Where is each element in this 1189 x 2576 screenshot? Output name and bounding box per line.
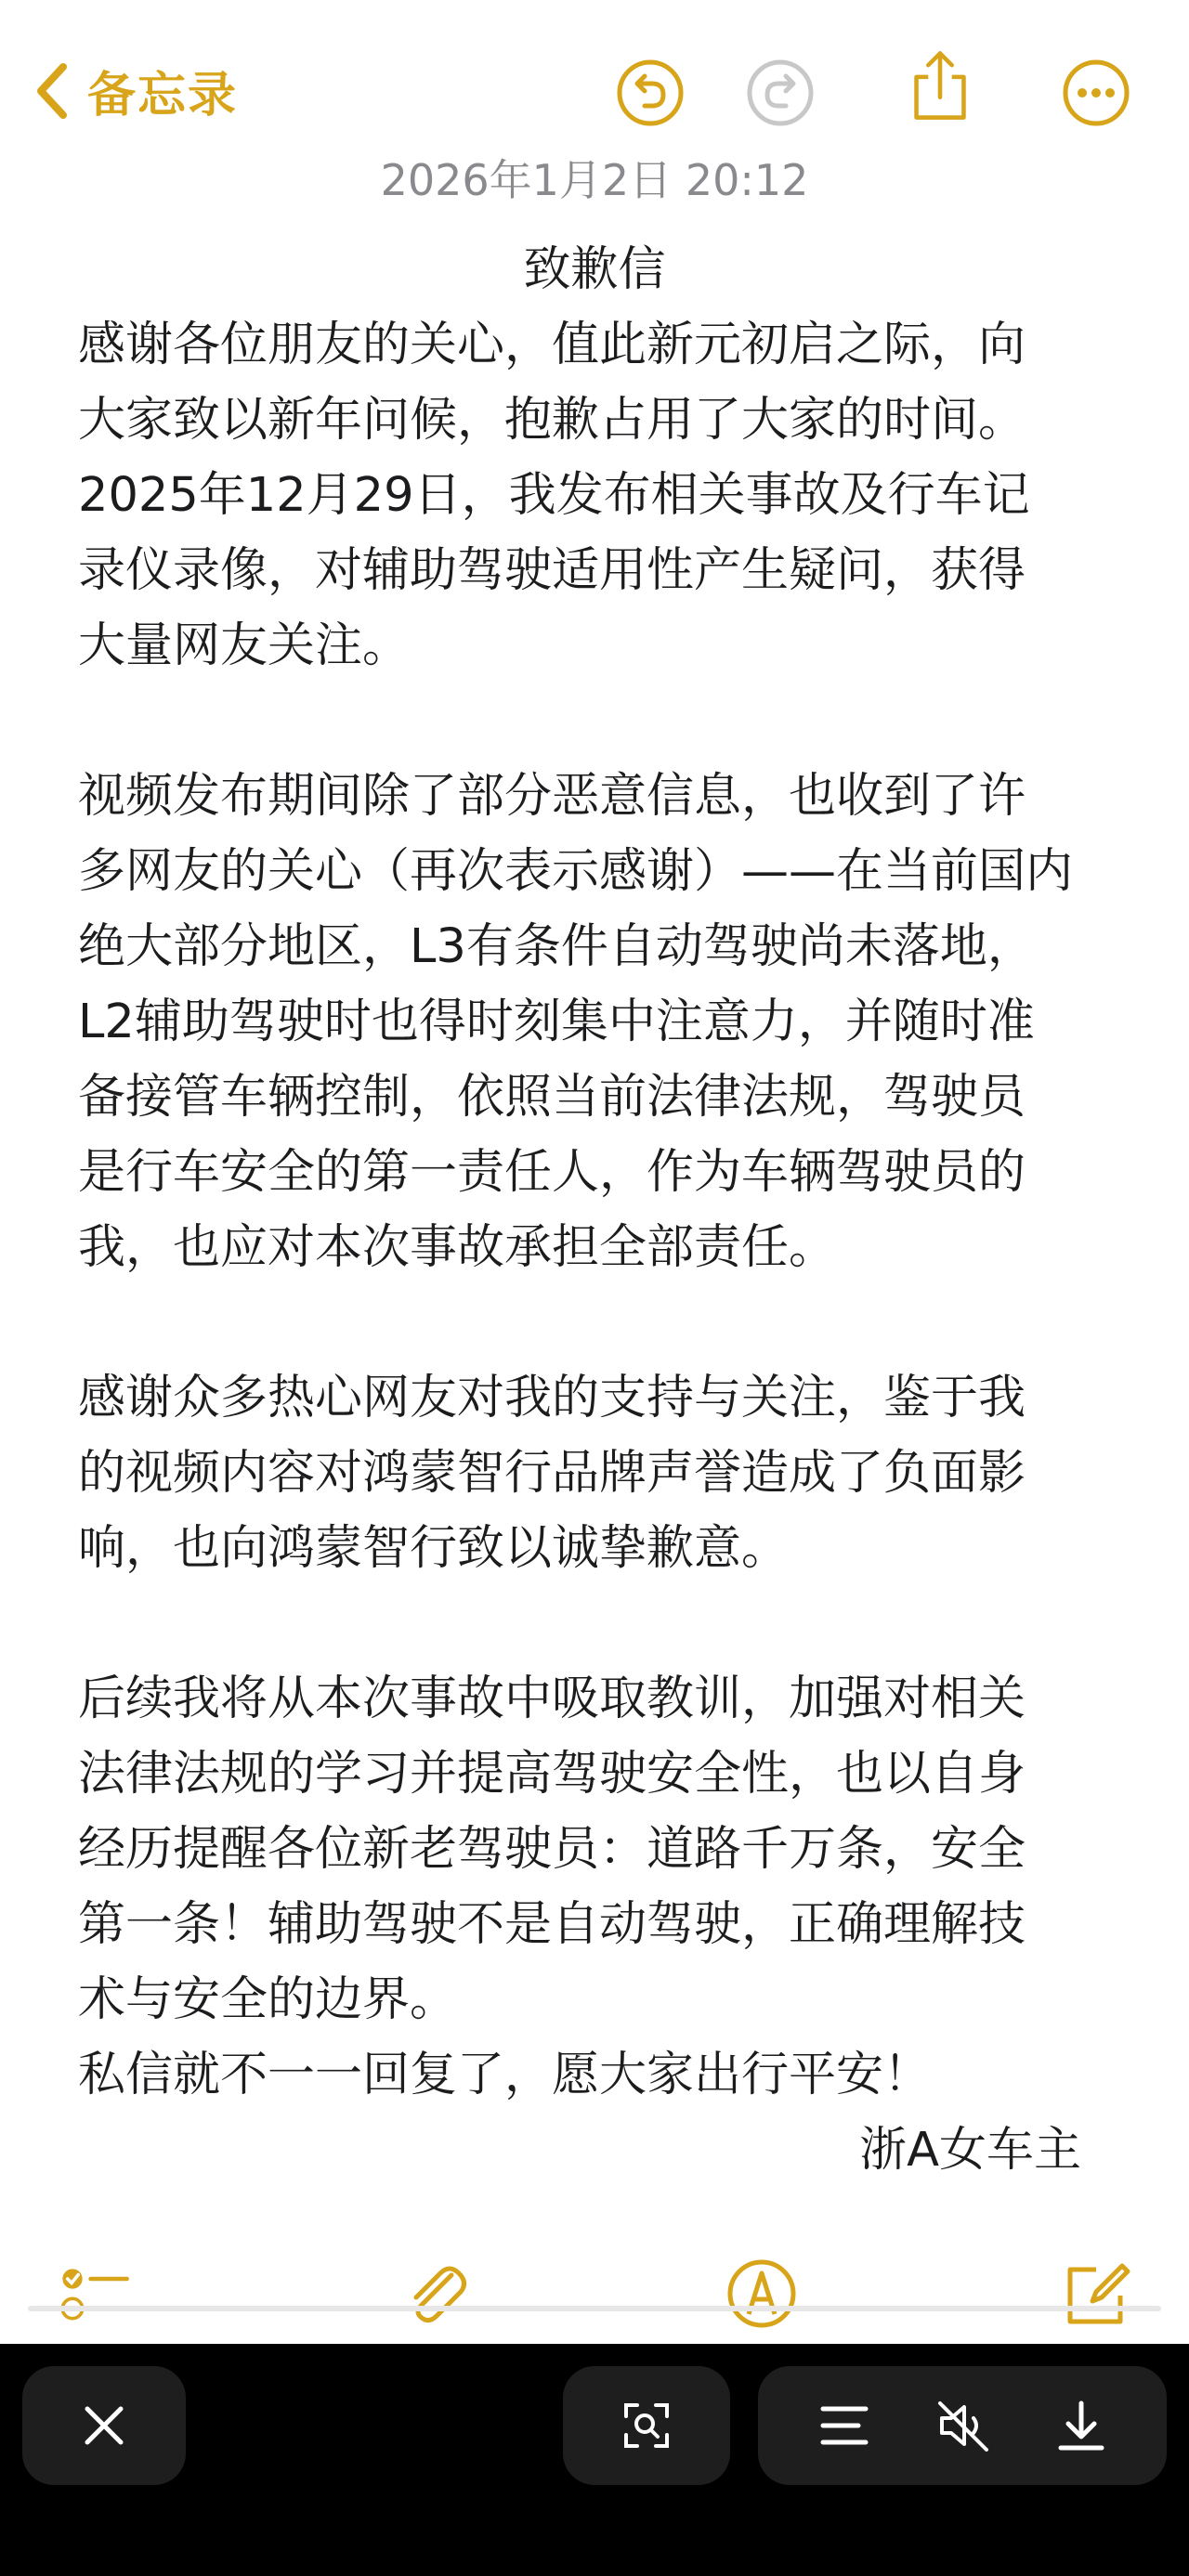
scroll-indicator <box>28 2306 1161 2311</box>
text-line: 多网友的关心（再次表示感谢）——在当前国内 <box>78 844 1074 899</box>
redo-icon[interactable] <box>743 56 817 130</box>
blank-line <box>78 1285 1128 1360</box>
text-line: 私信就不一一回复了，愿大家出行平安！ <box>78 2048 932 2102</box>
text-line: 大量网友关注。 <box>78 618 411 673</box>
scan-text-button[interactable] <box>563 2366 730 2485</box>
note-date: 2026年1月2日 20:12 <box>380 155 809 205</box>
text-line: 我，也应对本次事故承担全部责任。 <box>78 1220 837 1275</box>
attachment-icon[interactable] <box>398 2257 472 2331</box>
back-label: 备忘录 <box>87 68 239 124</box>
compose-icon[interactable] <box>1059 2257 1133 2331</box>
text-line: 绝大部分地区，L3有条件自动驾驶尚未落地， <box>78 919 1035 974</box>
note-title: 致歉信 <box>523 242 666 297</box>
blank-line <box>78 1586 1128 1661</box>
text-line: 响，也向鸿蒙智行致以诚挚歉意。 <box>78 1521 790 1576</box>
text-line: 的视频内容对鸿蒙智行品牌声誉造成了负面影 <box>78 1446 1026 1501</box>
close-icon <box>76 2398 132 2453</box>
blank-line <box>78 683 1128 759</box>
more-icon[interactable] <box>1059 56 1133 130</box>
chevron-left-icon <box>33 61 71 121</box>
text-line: 感谢各位朋友的关心，值此新元初启之际，向 <box>78 318 1026 372</box>
text-line: 视频发布期间除了部分恶意信息，也收到了许 <box>78 769 1026 824</box>
text-line: L2辅助驾驶时也得时刻集中注意力，并随时准 <box>78 995 1035 1049</box>
text-line: 大家致以新年问候，抱歉占用了大家的时间。 <box>78 393 1026 448</box>
playback-options-group <box>758 2366 1167 2485</box>
text-line: 经历提醒各位新老驾驶员：道路千万条，安全 <box>78 1822 1026 1877</box>
notes-bottom-toolbar <box>0 2247 1189 2340</box>
text-line: 术与安全的边界。 <box>78 1972 458 2027</box>
text-line: 录仪录像，对辅助驾驶适用性产生疑问，获得 <box>78 543 1026 598</box>
back-button[interactable] <box>33 56 238 125</box>
paragraph-2 <box>78 759 1128 1285</box>
video-control-bar <box>0 2344 1189 2576</box>
markup-pen-icon[interactable] <box>725 2257 799 2331</box>
text-line: 第一条！辅助驾驶不是自动驾驶，正确理解技 <box>78 1897 1026 1952</box>
paragraph-1 <box>78 307 1128 683</box>
paragraph-4 <box>78 1661 1128 2113</box>
download-icon[interactable] <box>1053 2398 1109 2453</box>
note-body[interactable] <box>78 232 1128 2188</box>
checklist-icon[interactable] <box>58 2257 132 2331</box>
text-line: 2025年12月29日，我发布相关事故及行车记 <box>78 468 1030 523</box>
text-line: 备接管车辆控制，依照当前法律法规，驾驶员 <box>78 1070 1026 1125</box>
menu-icon[interactable] <box>817 2400 871 2452</box>
signature: 浙A女车主 <box>859 2123 1081 2178</box>
text-line: 法律法规的学习并提高驾驶安全性，也以自身 <box>78 1747 1026 1802</box>
share-icon[interactable] <box>903 48 977 123</box>
text-line: 是行车安全的第一责任人，作为车辆驾驶员的 <box>78 1145 1026 1200</box>
paragraph-3 <box>78 1360 1128 1586</box>
text-line: 后续我将从本次事故中吸取教训，加强对相关 <box>78 1672 1026 1726</box>
close-button[interactable] <box>22 2366 186 2485</box>
undo-icon[interactable] <box>613 56 687 130</box>
text-line: 感谢众多热心网友对我的支持与关注，鉴于我 <box>78 1371 1026 1425</box>
mute-icon[interactable] <box>934 2398 992 2453</box>
scan-text-icon <box>619 2398 674 2453</box>
